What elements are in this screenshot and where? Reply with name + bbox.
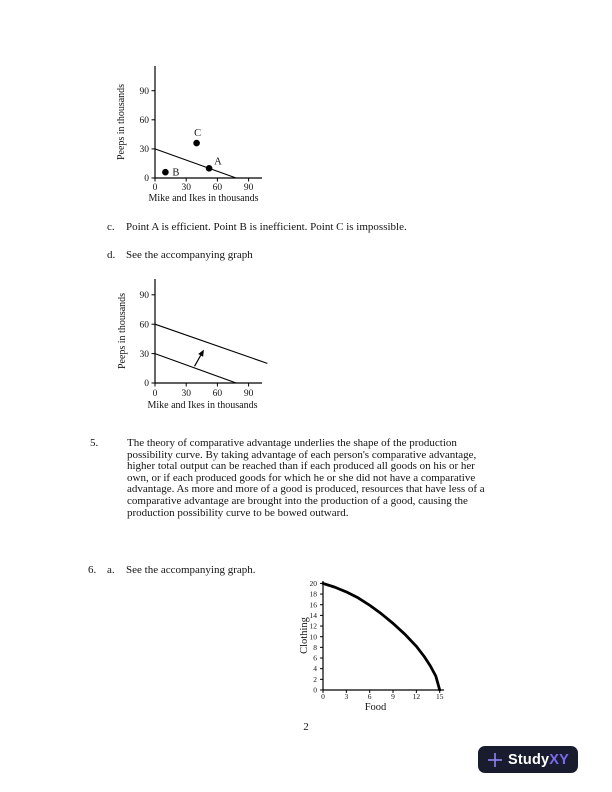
item-6a-text: See the accompanying graph. [126,564,256,576]
x-tick-label: 3 [344,692,349,701]
item-c-text: Point A is efficient. Point B is inefficient. Point C is impossible. [126,221,407,233]
item-6a-label: a. [107,564,115,576]
item-d-label: d. [107,249,116,261]
ppc-points-chart [100,60,315,212]
y-tick-label: 60 [139,116,149,127]
y-tick-label: 0 [144,379,149,390]
y-tick-label: 60 [139,320,149,331]
answer-item-c [107,221,407,234]
food-clothing-ppc-chart [295,574,467,716]
answer-item-5 [90,438,492,519]
original-ppc [155,354,236,383]
item-c-label: c. [107,221,115,233]
y-tick-label: 16 [309,600,317,610]
y-tick-label: 4 [313,664,317,674]
bowed-outward-ppc [323,583,440,690]
y-tick-label: 30 [139,349,149,360]
y-tick-label: 18 [309,589,317,599]
brand-name-accent: XY [549,751,570,768]
ppc-shift-chart [100,271,320,413]
y-tick-label: 2 [313,674,317,684]
x-tick-label: 90 [243,389,254,399]
y-tick-label: 90 [139,86,149,97]
outward-shift-arrow [195,355,201,366]
y-tick-label: 14 [309,610,317,620]
x-tick-label: 60 [212,183,223,193]
x-axis-label: Food [364,702,387,713]
page-number: 2 [303,721,309,733]
x-tick-label: 0 [152,183,158,193]
plus-icon [487,752,503,768]
point-label-B: B [172,167,180,179]
x-tick-label: 60 [212,389,223,399]
x-tick-label: 6 [367,692,372,701]
point-label-C: C [194,128,202,140]
x-tick-label: 0 [321,692,325,701]
item-5-text: The theory of comparative advantage underlies the shape of the production possibility curve. By taking advantage of each person's comparative advantage, higher total output can be reached than if each produced all goods on his or her own, or if each produced goods for which he or she did not have a comparative advantage. As more and more of a good is produced, resources that have less of a comparative advantage are brought into the production of a good, causing the production possibility curve to be bowed outward. [127,437,485,519]
x-tick-label: 30 [181,389,191,399]
answer-item-d [107,249,253,262]
y-tick-label: 90 [139,291,149,302]
y-tick-label: 6 [313,653,317,663]
point-B [162,169,169,176]
x-tick-label: 0 [152,389,158,399]
x-axis-label: Mike and Ikes in thousands [147,400,258,411]
axes [155,279,262,383]
y-axis-label: Clothing [299,617,310,654]
item-5-label: 5. [90,437,99,449]
item-d-text: See the accompanying graph [126,249,253,261]
x-tick-label: 90 [243,183,254,193]
y-tick-label: 0 [313,685,317,695]
point-A [206,165,213,172]
x-tick-label: 9 [391,692,395,701]
y-tick-label: 30 [139,145,149,156]
axes [155,66,262,178]
studyxy-brand-badge[interactable] [478,746,578,773]
y-tick-label: 8 [313,642,317,652]
x-tick-label: 15 [435,692,444,701]
y-axis-label: Peeps in thousands [117,292,128,370]
y-axis-label: Peeps in thousands [116,83,127,161]
answer-item-6a [88,564,256,577]
y-tick-label: 10 [309,632,317,642]
y-tick-label: 12 [309,621,317,631]
point-C [193,140,200,147]
brand-name-primary: Study [507,751,550,768]
item-6-label: 6. [88,564,97,576]
x-tick-label: 30 [181,183,191,193]
point-label-A: A [214,156,222,168]
x-tick-label: 12 [412,692,421,701]
y-tick-label: 20 [309,578,317,588]
x-axis-label: Mike and Ikes in thousands [148,193,259,204]
axes [323,581,444,690]
y-tick-label: 0 [144,174,149,185]
shifted-outward-ppc [155,324,267,363]
